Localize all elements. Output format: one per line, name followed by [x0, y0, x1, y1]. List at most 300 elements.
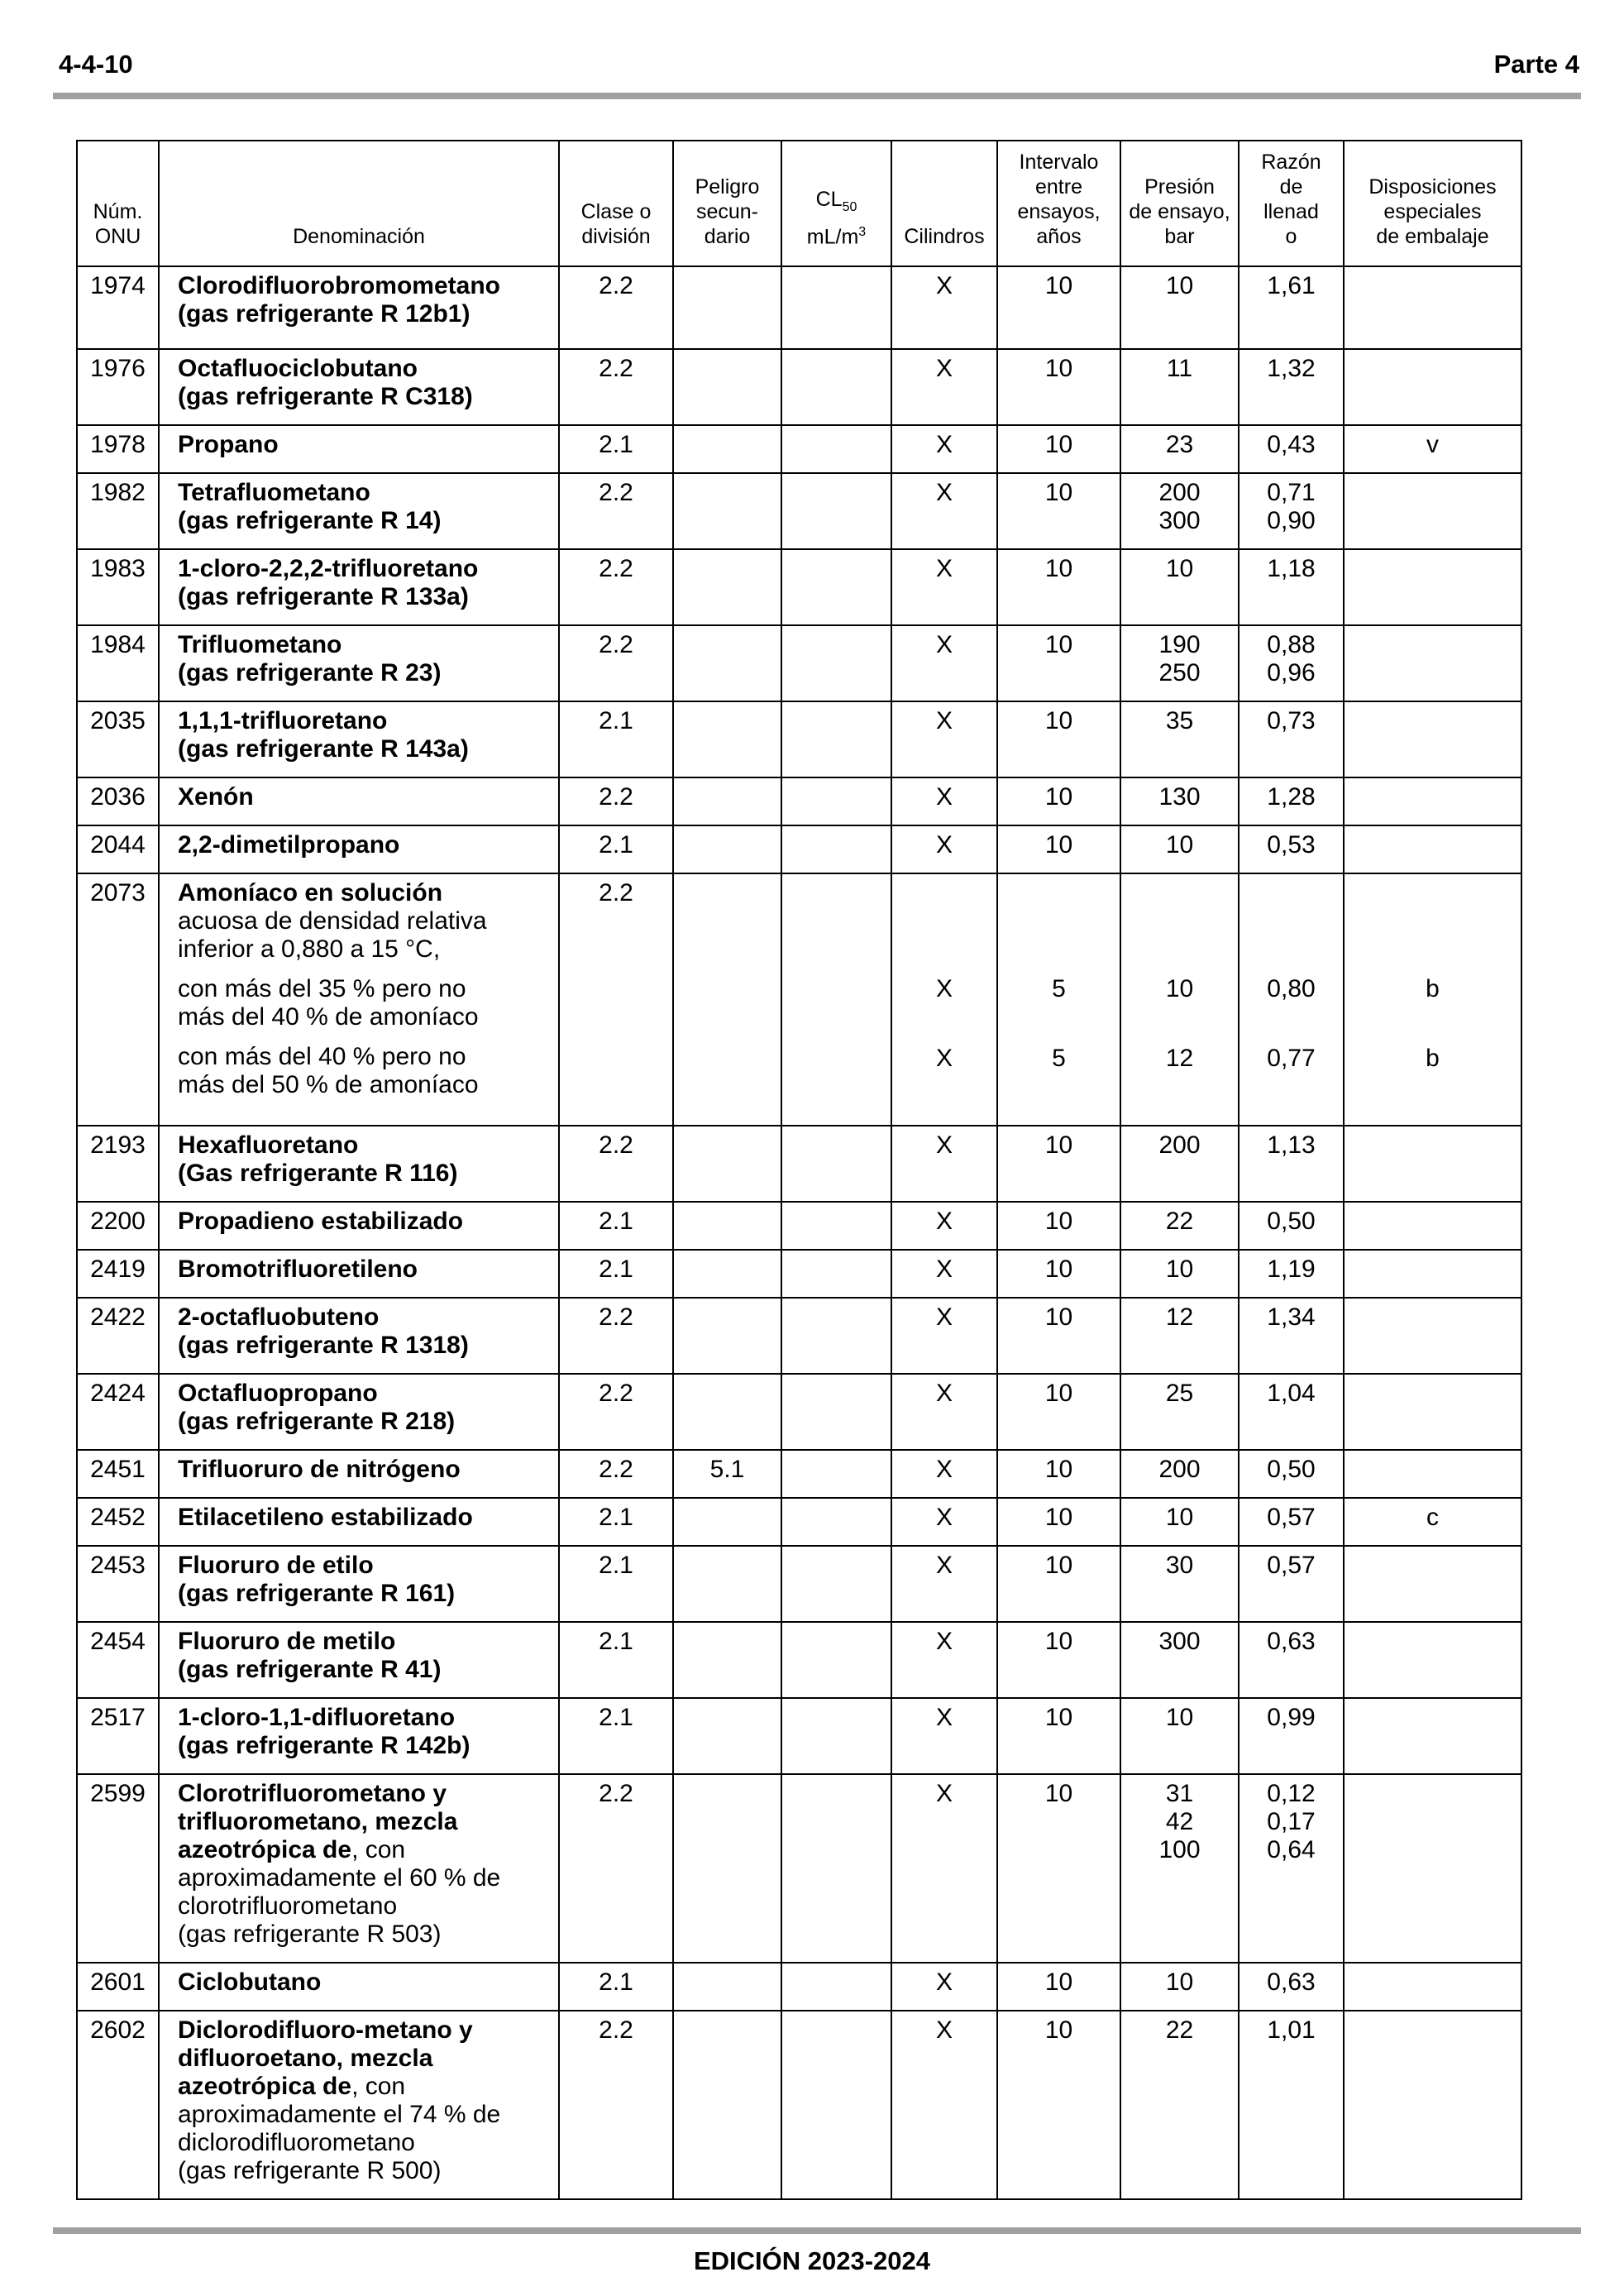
filling-ratio-cell [1239, 1450, 1344, 1498]
substance-name: Octafluopropano [178, 1380, 378, 1407]
pressure-value: 200 [1158, 1131, 1201, 1159]
cl50-cell [781, 777, 891, 825]
un-number-cell: 1974 [77, 266, 159, 349]
pressure-value: 250 [1158, 659, 1201, 686]
table-header-row [77, 141, 1521, 266]
special-provisions-cell [1344, 1250, 1521, 1298]
col-header-test-pressure: Presión de ensayo, bar [1120, 141, 1239, 266]
filling-ratio-value: 0,90 [1267, 507, 1316, 534]
table-row [77, 825, 1521, 873]
table-row [77, 1498, 1521, 1546]
filling-ratio-cell [1239, 1374, 1344, 1450]
cylinders-cell: X [891, 473, 997, 549]
cylinders-cell: X [891, 1963, 997, 2011]
special-provisions-cell [1344, 701, 1521, 777]
substance-name: Trifluoruro de nitrógeno [178, 1456, 461, 1483]
filling-ratio-value: 1,28 [1267, 783, 1316, 811]
concentration-line: con más del 40 % pero no [178, 1043, 466, 1070]
filling-ratio-value: 1,01 [1267, 2016, 1316, 2044]
special-provisions-cell: c [1344, 1498, 1521, 1546]
pressure-value: 200 [1158, 479, 1201, 506]
class-cell: 2.1 [559, 1250, 673, 1298]
test-interval-cell: 10 [997, 1622, 1120, 1698]
refrigerant-code: (gas refrigerante R 218) [178, 1408, 456, 1435]
denomination-cell [159, 1374, 559, 1450]
test-pressure-cell [1120, 873, 1239, 1126]
filling-ratio-cell [1239, 1126, 1344, 1202]
cl50-cell [781, 1498, 891, 1546]
substance-name-suffix: , con [351, 1836, 406, 1863]
cl50-cell [781, 701, 891, 777]
cylinders-cell [891, 873, 997, 1126]
test-interval-cell: 10 [997, 1126, 1120, 1202]
table-row [77, 2011, 1521, 2199]
col-header-test-interval: Intervalo entre ensayos, años [997, 141, 1120, 266]
substance-description: aproximadamente el 60 % de [178, 1864, 501, 1892]
cl50-cell [781, 1546, 891, 1622]
un-number-cell: 2193 [77, 1126, 159, 1202]
secondary-hazard-cell [673, 1374, 781, 1450]
class-cell: 2.2 [559, 1774, 673, 1963]
test-interval-cell: 10 [997, 349, 1120, 425]
un-number-cell: 2200 [77, 1202, 159, 1250]
table-row [77, 701, 1521, 777]
test-interval-cell: 10 [997, 625, 1120, 701]
test-interval-cell: 10 [997, 425, 1120, 473]
substance-description: (gas refrigerante R 500) [178, 2157, 442, 2184]
filling-ratio-cell [1239, 1963, 1344, 2011]
special-provisions-cell-value: b [1426, 1045, 1440, 1072]
filling-ratio-cell [1239, 873, 1344, 1126]
test-interval-cell [997, 873, 1120, 1126]
class-cell: 2.2 [559, 873, 673, 1126]
cylinders-cell: X [891, 625, 997, 701]
refrigerant-code: (gas refrigerante R 23) [178, 659, 442, 686]
un-number-cell: 2517 [77, 1698, 159, 1774]
test-pressure-cell-value: 12 [1165, 1045, 1194, 1072]
pressure-value: 10 [1165, 831, 1194, 859]
pressure-value: 10 [1165, 1256, 1194, 1283]
denomination-cell [159, 549, 559, 625]
un-number-cell: 2422 [77, 1298, 159, 1374]
cylinders-cell: X [891, 701, 997, 777]
denomination-cell [159, 777, 559, 825]
filling-ratio-value: 0,43 [1267, 431, 1316, 458]
class-cell: 2.2 [559, 1450, 673, 1498]
class-cell: 2.2 [559, 1298, 673, 1374]
concentration-description [178, 1043, 552, 1099]
secondary-hazard-cell [673, 2011, 781, 2199]
special-provisions-cell [1344, 349, 1521, 425]
denomination-cell [159, 473, 559, 549]
secondary-hazard-cell [673, 873, 781, 1126]
filling-ratio-value: 0,64 [1267, 1836, 1316, 1863]
table-row [77, 1250, 1521, 1298]
test-pressure-cell [1120, 266, 1239, 349]
table-row [77, 473, 1521, 549]
secondary-hazard-cell [673, 349, 781, 425]
test-pressure-cell [1120, 701, 1239, 777]
refrigerant-code: (gas refrigerante R 14) [178, 507, 442, 534]
substance-name: Amoníaco en solución [178, 879, 443, 906]
un-number-cell: 2451 [77, 1450, 159, 1498]
filling-ratio-value: 0,50 [1267, 1208, 1316, 1235]
filling-ratio-cell [1239, 625, 1344, 701]
pressure-value: 22 [1165, 1208, 1194, 1235]
filling-ratio-cell-value: 0,77 [1267, 1045, 1316, 1072]
denomination-cell [159, 873, 559, 1126]
cl50-cell [781, 1126, 891, 1202]
denomination-cell [159, 1546, 559, 1622]
refrigerant-code: (Gas refrigerante R 116) [178, 1160, 458, 1187]
filling-ratio-value: 0,53 [1267, 831, 1316, 859]
table-row [77, 1622, 1521, 1698]
cylinders-cell-value: X [935, 1045, 953, 1072]
un-number-cell: 1983 [77, 549, 159, 625]
substance-name-line: trifluorometano, mezcla [178, 1808, 458, 1835]
col-header-cylinders: Cilindros [891, 141, 997, 266]
substance-name: 1-cloro-2,2,2-trifluoretano [178, 555, 479, 582]
pressure-value: 100 [1158, 1836, 1201, 1863]
denomination-cell [159, 349, 559, 425]
substance-name: Hexafluoretano [178, 1131, 359, 1159]
filling-ratio-cell [1239, 266, 1344, 349]
test-interval-cell: 10 [997, 266, 1120, 349]
class-cell: 2.2 [559, 549, 673, 625]
test-interval-cell: 10 [997, 1250, 1120, 1298]
filling-ratio-cell [1239, 2011, 1344, 2199]
refrigerant-code: (gas refrigerante R 41) [178, 1656, 442, 1683]
un-number-cell: 2601 [77, 1963, 159, 2011]
un-number-cell: 1978 [77, 425, 159, 473]
pressure-value: 10 [1165, 555, 1194, 582]
table-row [77, 549, 1521, 625]
test-interval-cell-value: 5 [1052, 1045, 1066, 1072]
test-pressure-cell [1120, 1202, 1239, 1250]
class-cell: 2.1 [559, 1498, 673, 1546]
special-provisions-cell [1344, 1774, 1521, 1963]
test-interval-cell: 10 [997, 701, 1120, 777]
un-number-cell: 2424 [77, 1374, 159, 1450]
substance-name-line: azeotrópica de [178, 2073, 352, 2100]
special-provisions-cell [1344, 625, 1521, 701]
test-interval-cell: 10 [997, 1963, 1120, 2011]
secondary-hazard-cell [673, 1250, 781, 1298]
substance-name: Propano [178, 431, 279, 458]
substance-name: Clorodifluorobromometano [178, 272, 500, 299]
pressure-value: 12 [1165, 1303, 1194, 1331]
special-provisions-cell [1344, 1698, 1521, 1774]
un-number-cell: 2599 [77, 1774, 159, 1963]
denomination-cell [159, 266, 559, 349]
substance-description: diclorodifluorometano [178, 2129, 415, 2156]
filling-ratio-cell [1239, 1202, 1344, 1250]
secondary-hazard-cell [673, 473, 781, 549]
denomination-cell [159, 1250, 559, 1298]
test-pressure-cell [1120, 473, 1239, 549]
denomination-cell [159, 425, 559, 473]
special-provisions-cell [1344, 266, 1521, 349]
filling-ratio-value: 0,57 [1267, 1552, 1316, 1579]
col-header-special-provisions: Disposiciones especiales de embalaje [1344, 141, 1521, 266]
filling-ratio-value: 0,17 [1267, 1808, 1316, 1835]
refrigerant-code: (gas refrigerante R 1318) [178, 1332, 469, 1359]
filling-ratio-cell [1239, 825, 1344, 873]
test-pressure-cell [1120, 1250, 1239, 1298]
test-interval-cell: 10 [997, 1498, 1120, 1546]
substance-name: 2-octafluobuteno [178, 1303, 380, 1331]
cl50-cell [781, 349, 891, 425]
test-pressure-cell [1120, 1450, 1239, 1498]
substance-name: Etilacetileno estabilizado [178, 1504, 473, 1531]
filling-ratio-value: 1,04 [1267, 1380, 1316, 1407]
filling-ratio-value: 0,71 [1267, 479, 1316, 506]
concentration-line: con más del 35 % pero no [178, 975, 466, 1002]
denomination-cell [159, 1774, 559, 1963]
denomination-cell [159, 2011, 559, 2199]
un-number-cell: 1982 [77, 473, 159, 549]
test-interval-cell: 10 [997, 1374, 1120, 1450]
class-cell: 2.2 [559, 266, 673, 349]
pressure-value: 23 [1165, 431, 1194, 458]
secondary-hazard-cell [673, 1622, 781, 1698]
test-interval-cell: 10 [997, 1698, 1120, 1774]
denomination-cell [159, 1298, 559, 1374]
filling-ratio-value: 0,73 [1267, 707, 1316, 734]
pressure-value: 10 [1165, 272, 1194, 299]
secondary-hazard-cell [673, 777, 781, 825]
col-header-un: Núm. ONU [77, 141, 159, 266]
secondary-hazard-cell [673, 1298, 781, 1374]
cl50-cell [781, 1622, 891, 1698]
special-provisions-cell [1344, 873, 1521, 1126]
cylinders-cell: X [891, 1202, 997, 1250]
special-provisions-cell: v [1344, 425, 1521, 473]
col-header-cl50: $CL_{50}$ $mL/m^3$ [781, 141, 891, 266]
page-number: 4-4-10 [59, 50, 133, 79]
filling-ratio-value: 0,57 [1267, 1504, 1316, 1531]
substance-name: Propadieno estabilizado [178, 1208, 464, 1235]
test-interval-cell: 10 [997, 1202, 1120, 1250]
cylinders-cell: X [891, 266, 997, 349]
secondary-hazard-cell [673, 549, 781, 625]
cylinders-cell: X [891, 1126, 997, 1202]
filling-ratio-cell [1239, 1250, 1344, 1298]
table-row [77, 777, 1521, 825]
header-rule [53, 93, 1581, 99]
table-row [77, 349, 1521, 425]
table-row [77, 1374, 1521, 1450]
cylinders-cell: X [891, 1774, 997, 1963]
substance-name: Tetrafluometano [178, 479, 370, 506]
special-provisions-cell [1344, 1546, 1521, 1622]
special-provisions-cell [1344, 1202, 1521, 1250]
test-pressure-cell [1120, 1298, 1239, 1374]
substance-name: 1,1,1-trifluoretano [178, 707, 388, 734]
denomination-cell [159, 1498, 559, 1546]
cl50-cell [781, 1298, 891, 1374]
class-cell: 2.1 [559, 1963, 673, 2011]
un-number-cell: 2452 [77, 1498, 159, 1546]
cl50-cell [781, 625, 891, 701]
special-provisions-cell [1344, 1622, 1521, 1698]
filling-ratio-value: 0,99 [1267, 1704, 1316, 1731]
refrigerant-code: (gas refrigerante R 12b1) [178, 300, 470, 328]
filling-ratio-value: 1,19 [1267, 1256, 1316, 1283]
test-pressure-cell [1120, 1498, 1239, 1546]
substance-name-line: difluoroetano, mezcla [178, 2045, 433, 2072]
pressure-value: 10 [1165, 1504, 1194, 1531]
test-interval-cell-value: 5 [1052, 975, 1066, 1002]
un-number-cell: 2454 [77, 1622, 159, 1698]
table-row [77, 1202, 1521, 1250]
test-pressure-cell [1120, 1126, 1239, 1202]
class-cell: 2.1 [559, 825, 673, 873]
cylinders-cell: X [891, 349, 997, 425]
col-header-filling-ratio: Razón de llenad o [1239, 141, 1344, 266]
table-row [77, 873, 1521, 1126]
special-provisions-cell [1344, 549, 1521, 625]
substance-description: clorotrifluorometano [178, 1892, 398, 1920]
col-header-name: Denominación [159, 141, 559, 266]
gas-table [76, 140, 1522, 2200]
test-pressure-cell-value: 10 [1165, 975, 1194, 1002]
filling-ratio-cell [1239, 701, 1344, 777]
test-pressure-cell [1120, 349, 1239, 425]
un-number-cell: 2035 [77, 701, 159, 777]
col-header-class: Clase o división [559, 141, 673, 266]
edition-footer: EDICIÓN 2023-2024 [693, 2246, 931, 2275]
un-number-cell: 2073 [77, 873, 159, 1126]
test-pressure-cell [1120, 1698, 1239, 1774]
class-cell: 2.2 [559, 1126, 673, 1202]
part-label: Parte 4 [1493, 50, 1579, 79]
cylinders-cell: X [891, 1298, 997, 1374]
cylinders-cell: X [891, 777, 997, 825]
pressure-value: 31 [1165, 1780, 1194, 1807]
test-pressure-cell [1120, 625, 1239, 701]
class-cell: 2.1 [559, 701, 673, 777]
cl50-cell [781, 1250, 891, 1298]
table-row [77, 625, 1521, 701]
test-pressure-cell [1120, 1963, 1239, 2011]
un-number-cell: 2453 [77, 1546, 159, 1622]
un-number-cell: 1984 [77, 625, 159, 701]
filling-ratio-value: 1,18 [1267, 555, 1316, 582]
test-interval-cell: 10 [997, 777, 1120, 825]
substance-description: aproximadamente el 74 % de [178, 2101, 501, 2128]
cylinders-cell: X [891, 2011, 997, 2199]
pressure-value: 30 [1165, 1552, 1194, 1579]
filling-ratio-cell [1239, 349, 1344, 425]
class-cell: 2.2 [559, 625, 673, 701]
special-provisions-cell [1344, 1963, 1521, 2011]
filling-ratio-cell [1239, 473, 1344, 549]
filling-ratio-value: 1,61 [1267, 272, 1316, 299]
secondary-hazard-cell [673, 825, 781, 873]
denomination-cell [159, 701, 559, 777]
cylinders-cell: X [891, 1546, 997, 1622]
table-row [77, 1126, 1521, 1202]
filling-ratio-cell [1239, 425, 1344, 473]
test-interval-cell: 10 [997, 1774, 1120, 1963]
cl50-cell [781, 2011, 891, 2199]
refrigerant-code: (gas refrigerante R 133a) [178, 583, 469, 610]
secondary-hazard-cell [673, 625, 781, 701]
special-provisions-cell [1344, 473, 1521, 549]
special-provisions-cell [1344, 1126, 1521, 1202]
denomination-cell [159, 1126, 559, 1202]
class-cell: 2.1 [559, 1546, 673, 1622]
secondary-hazard-cell [673, 701, 781, 777]
substance-name-line: azeotrópica de [178, 1836, 352, 1863]
substance-name: Trifluometano [178, 631, 342, 658]
refrigerant-code: (gas refrigerante R 142b) [178, 1732, 470, 1759]
cylinders-cell-value: X [935, 975, 953, 1002]
special-provisions-cell [1344, 2011, 1521, 2199]
test-pressure-cell [1120, 2011, 1239, 2199]
test-interval-cell: 10 [997, 1546, 1120, 1622]
secondary-hazard-cell [673, 266, 781, 349]
substance-description: (gas refrigerante R 503) [178, 1921, 442, 1948]
filling-ratio-value: 1,34 [1267, 1303, 1316, 1331]
filling-ratio-value: 0,88 [1267, 631, 1316, 658]
filling-ratio-cell [1239, 1622, 1344, 1698]
class-cell: 2.2 [559, 349, 673, 425]
secondary-hazard-cell [673, 425, 781, 473]
pressure-value: 300 [1158, 507, 1201, 534]
un-number-cell: 2044 [77, 825, 159, 873]
cl50-cell [781, 549, 891, 625]
concentration-line: más del 50 % de amoníaco [178, 1071, 479, 1098]
test-pressure-cell [1120, 825, 1239, 873]
cl50-cell [781, 1450, 891, 1498]
test-interval-cell: 10 [997, 473, 1120, 549]
cylinders-cell: X [891, 1698, 997, 1774]
cl50-cell [781, 1374, 891, 1450]
filling-ratio-cell [1239, 1698, 1344, 1774]
secondary-hazard-cell [673, 1202, 781, 1250]
filling-ratio-value: 0,12 [1267, 1780, 1316, 1807]
test-pressure-cell [1120, 1774, 1239, 1963]
table-row [77, 1963, 1521, 2011]
pressure-value: 35 [1165, 707, 1194, 734]
special-provisions-cell [1344, 825, 1521, 873]
pressure-value: 300 [1158, 1628, 1201, 1655]
un-number-cell: 2602 [77, 2011, 159, 2199]
filling-ratio-value: 0,50 [1267, 1456, 1316, 1483]
cl50-cell [781, 1202, 891, 1250]
filling-ratio-value: 0,96 [1267, 659, 1316, 686]
test-pressure-cell [1120, 425, 1239, 473]
pressure-value: 10 [1165, 1704, 1194, 1731]
pressure-value: 190 [1158, 631, 1201, 658]
substance-name: Fluoruro de metilo [178, 1628, 396, 1655]
un-number-cell: 1976 [77, 349, 159, 425]
filling-ratio-cell [1239, 1774, 1344, 1963]
special-provisions-cell [1344, 1374, 1521, 1450]
table-row [77, 1546, 1521, 1622]
cylinders-cell: X [891, 825, 997, 873]
refrigerant-code: (gas refrigerante R C318) [178, 383, 473, 410]
table-row [77, 425, 1521, 473]
class-cell: 2.2 [559, 473, 673, 549]
class-cell: 2.2 [559, 1374, 673, 1450]
test-interval-cell: 10 [997, 1450, 1120, 1498]
refrigerant-code: (gas refrigerante R 161) [178, 1580, 456, 1607]
test-interval-cell: 10 [997, 2011, 1120, 2199]
table-row [77, 1774, 1521, 1963]
